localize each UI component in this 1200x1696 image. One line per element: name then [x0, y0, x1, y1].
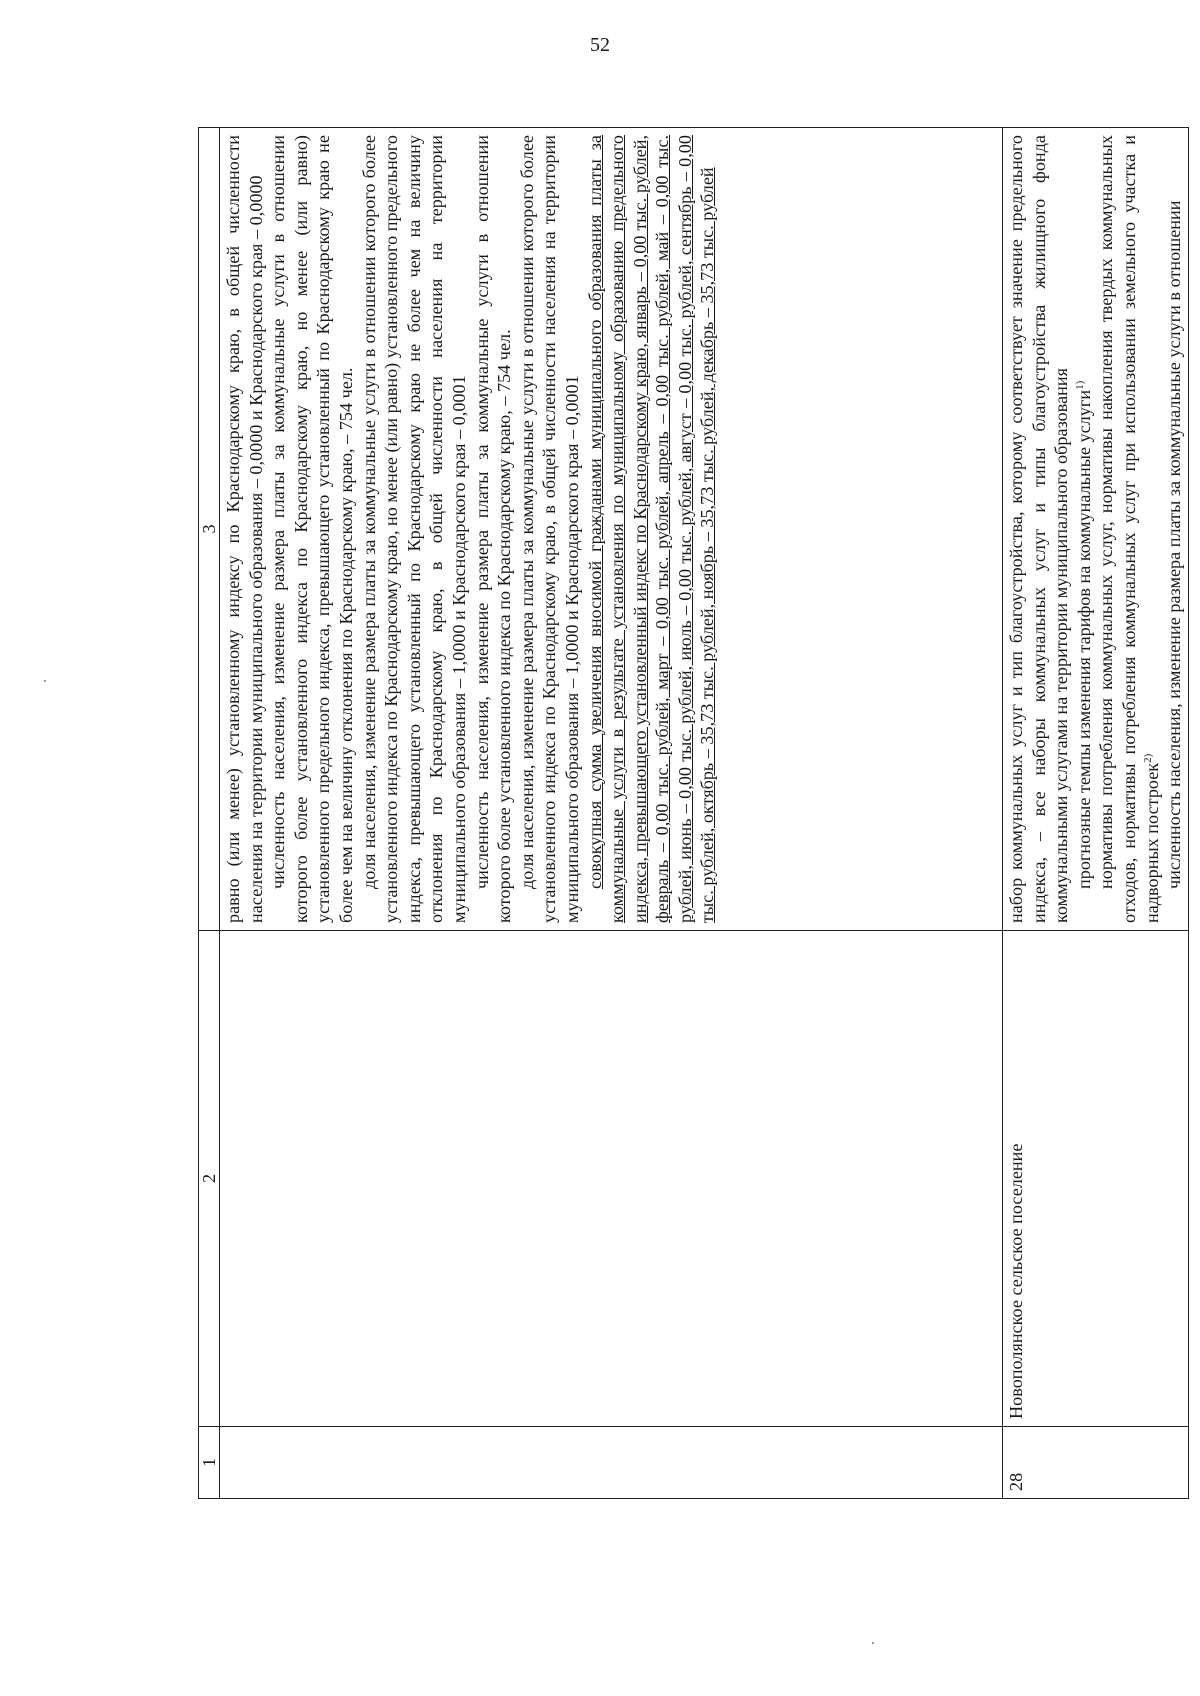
- page-number: 52: [590, 34, 610, 56]
- paragraph-share-between: доля населения, изменение размера платы за коммунальные услуги в отношении которого более установленного индекса по Краснодарскому краю, но менее (или равно) установленного предельного индекса, превышающего установленный по Краснодарскому краю не более чем на величину отклонения по Краснодарскому краю, в общей численности населения на территории муниципального образования – 1,0000 и Краснодарского края – 0,0001: [358, 135, 469, 923]
- paragraph-tariff-forecast: [1073, 135, 1096, 923]
- table-row-28: [1003, 128, 1189, 1499]
- column-header-2: 2: [199, 931, 220, 1427]
- paragraph-consumption-norms: [1095, 135, 1163, 923]
- paragraph-total-increase: совокупная сумма увеличения вносимой гражданами муниципального образования платы за коммунальные услуги в результате установления по муниципальному образованию предельного индекса, превышающего установленный индекс по Краснодарскому краю, январь – 0,00 тыс. рублей, февраль – 0,00 тыс. рублей, март – 0,00 тыс. рублей, апрель – 0,00 тыс. рублей, май – 0,00 тыс. рублей, июнь – 0,00 тыс. рублей, июль – 0,00 тыс. рублей, август – 0,00 тыс. рублей, сентябрь – 0,00 тыс. рублей, октябрь – 35,73 тыс. рублей, ноябрь – 35,73 тыс. рублей, декабрь – 35,73 тыс. рублей: [584, 135, 718, 923]
- details-cell: [1003, 128, 1189, 931]
- footnote-marker: 2): [1141, 753, 1154, 763]
- scan-speck: [872, 1642, 874, 1644]
- consumption-norms-text: нормативы потребления коммунальных услуг, нормативы накопления твердых коммунальных отходов, нормативы потребления коммунальных услуг при использовании земельного участка и надворных построек: [1096, 135, 1162, 923]
- municipality-cell: Новополянское сельское поселение: [1003, 931, 1189, 1427]
- paragraph-population-between: численность населения, изменение размера платы за коммунальные услуги в отношении которого более установленного индекса по Краснодарскому краю, но менее (или равно) установленного предельного индекса, превышающего установленный по Краснодарскому краю не более чем на величину отклонения по Краснодарскому краю, – 754 чел.: [268, 135, 356, 923]
- paragraph-population-cut: численность населения, изменение размера платы за коммунальные услуги в отношении: [1164, 200, 1185, 889]
- municipality-cell: [220, 931, 1003, 1427]
- tariff-forecast-text: прогнозные темпы изменения тарифов на коммунальные услуги: [1073, 389, 1094, 889]
- column-header-1: 1: [199, 1427, 220, 1499]
- row-number-cell: 28: [1003, 1427, 1189, 1499]
- index-table: [198, 127, 1189, 1499]
- scan-speck: [44, 680, 46, 682]
- paragraph-service-set: набор коммунальных услуг и тип благоустройства, которому соответствует значение предельного индекса, – все наборы коммунальных услуг и типы благоустройства жилищного фонда коммунальными услугами на территории муниципального образования: [1006, 135, 1072, 923]
- details-cell: [220, 128, 1003, 931]
- footnote-marker: 1): [1073, 380, 1086, 390]
- paragraph-population-above: численность населения, изменение размера платы за коммунальные услуги в отношении которого более установленного индекса по Краснодарскому краю, – 754 чел.: [471, 135, 515, 923]
- row-number-cell: [220, 1427, 1003, 1499]
- column-header-3: 3: [199, 128, 220, 931]
- paragraph-share-above: доля населения, изменение размера платы за коммунальные услуги в отношении которого более установленного индекса по Краснодарскому краю, в общей численности населения на территории муниципального образования – 1,0000 и Краснодарского края – 0,0001: [516, 135, 582, 923]
- table-header-row: [199, 128, 220, 1499]
- table-row-continued: [220, 128, 1003, 1499]
- paragraph-share-equal: равно (или менее) установленному индексу по Краснодарскому краю, в общей численности населения на территории муниципального образования – 0,0000 и Краснодарского края – 0,0000: [223, 135, 266, 923]
- rotated-table-container: [198, 128, 1185, 1499]
